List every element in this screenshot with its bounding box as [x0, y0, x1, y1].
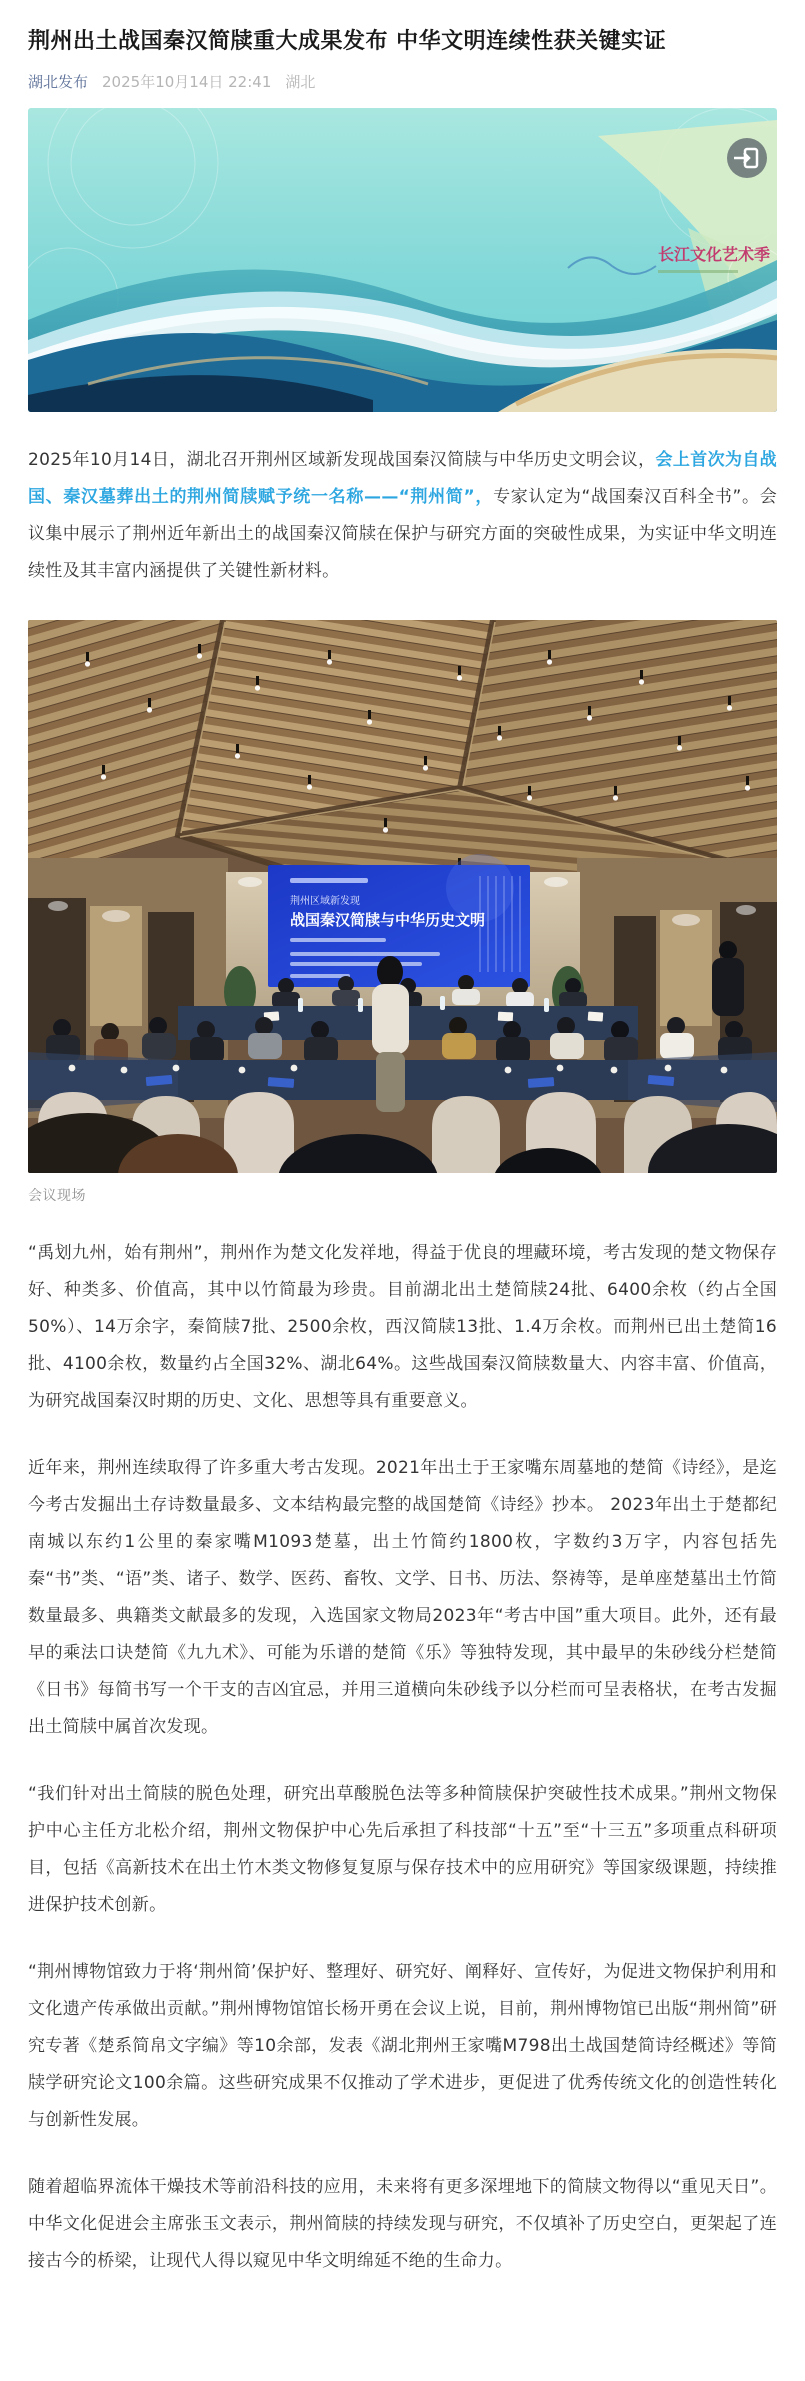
- paragraph: 随着超临界流体干燥技术等前沿科技的应用，未来将有更多深埋地下的简牍文物得以“重见天日”。中华文化促进会主席张玉文表示，荆州简牍的持续发现与研究，不仅填补了历史空白，更架起了连接古今的桥梁，让现代人得以窥见中华文明绵延不绝的生命力。: [28, 2177, 777, 2271]
- paragraph: “我们针对出土简牍的脱色处理，研究出草酸脱色法等多种简牍保护突破性技术成果。”荆州文物保护中心主任方北松介绍，荆州文物保护中心先后承担了科技部“十五”至“十三五”多项重点科研项目，包括《高新技术在出土竹木类文物修复复原与保存技术中的应用研究》等国家级课题，持续推进保护技术创新。: [28, 1784, 777, 1915]
- paragraph: 近年来，荆州连续取得了许多重大考古发现。2021年出土于王家嘴东周墓地的楚简《诗经》，是迄今考古发掘出土存诗数量最多、文本结构最完整的战国楚简《诗经》抄本。 2023年出土于楚都纪南城以东约1公里的秦家嘴M1093楚墓，出土竹简约1800枚，字数约3万字，内容包括先秦“书”类、“语”类、诸子、数学、医药、畜牧、文学、日书、历法、祭祷等，是单座楚墓出土竹简数量最多、典籍类文献最多的发现，入选国家文物局2023年“考古中国”重大项目。此外，还有最早的乘法口诀楚简《九九术》、可能为乐谱的楚简《乐》等独特发现，其中最早的朱砂线分栏楚简《日书》每简书写一个干支的吉凶宜忌，并用三道横向朱砂线予以分栏而可呈表格状，在考古发掘出土简牍中属首次发现。: [28, 1458, 777, 1737]
- paragraph-lead: [28, 442, 777, 590]
- account-name-link[interactable]: 湖北发布: [28, 73, 89, 91]
- article-title: 荆州出土战国秦汉简牍重大成果发布 中华文明连续性获关键实证: [28, 29, 667, 54]
- byline: [28, 71, 777, 92]
- banner-logo-text: 长江文化艺术季: [658, 245, 771, 264]
- photo-caption: 会议现场: [28, 1188, 86, 1204]
- paragraph: “禹划九州，始有荆州”，荆州作为楚文化发祥地，得益于优良的埋藏环境，考古发现的楚文物保存好、种类多、价值高，其中以竹简最为珍贵。目前湖北出土楚简牍24批、6400余枚（约占全国50%）、14万余字，秦简牍7批、2500余枚，西汉简牍13批、1.4万余枚。而荆州已出土楚简16批、4100余枚，数量约占全国32%、湖北64%。这些战国秦汉简牍数量大、内容丰富、价值高，为研究战国秦汉时期的历史、文化、思想等具有重要意义。: [28, 1243, 777, 1411]
- conference-photo-art: [28, 620, 777, 1173]
- p1-pre: 2025年10月14日，湖北召开荆州区域新发现战国秦汉简牍与中华历史文明会议，: [28, 450, 656, 470]
- banner-image[interactable]: [28, 108, 777, 412]
- publish-datetime: 2025年10月14日 22:41: [102, 73, 272, 91]
- conference-photo[interactable]: [28, 620, 777, 1173]
- paragraph: “荆州博物馆致力于将‘荆州简’保护好、整理好、研究好、阐释好、宣传好，为促进文物保护利用和文化遗产传承做出贡献。”荆州博物馆馆长杨开勇在会议上说，目前，荆州博物馆已出版“荆州简”研究专著《楚系简帛文字编》等10余部，发表《湖北荆州王家嘴M798出土战国楚简诗经概述》等简牍学研究论文100余篇。这些研究成果不仅推动了学术进步，更促进了优秀传统文化的创造性转化与创新性发展。: [28, 1962, 777, 2130]
- p1-post: 专家认定为“战国秦汉百科全书”。会议集中展示了荆州近年新出土的战国秦汉简牍在保护与研究方面的突破性成果，为实证中华文明连续性及其丰富内涵提供了关键性新材料。: [28, 487, 777, 581]
- enter-icon[interactable]: [727, 138, 767, 178]
- publish-location: 湖北: [285, 73, 316, 91]
- banner-wave-art: [28, 108, 777, 412]
- screen-title-text: 战国秦汉简牍与中华历史文明: [290, 911, 486, 929]
- p1-highlight: 会上首次为自战国、秦汉墓葬出土的荆州简牍赋予统一名称——“荆州简”，: [28, 450, 777, 507]
- screen-subtitle-text: 荆州区域新发现: [290, 896, 360, 907]
- conference-photo-figure: [28, 620, 777, 1205]
